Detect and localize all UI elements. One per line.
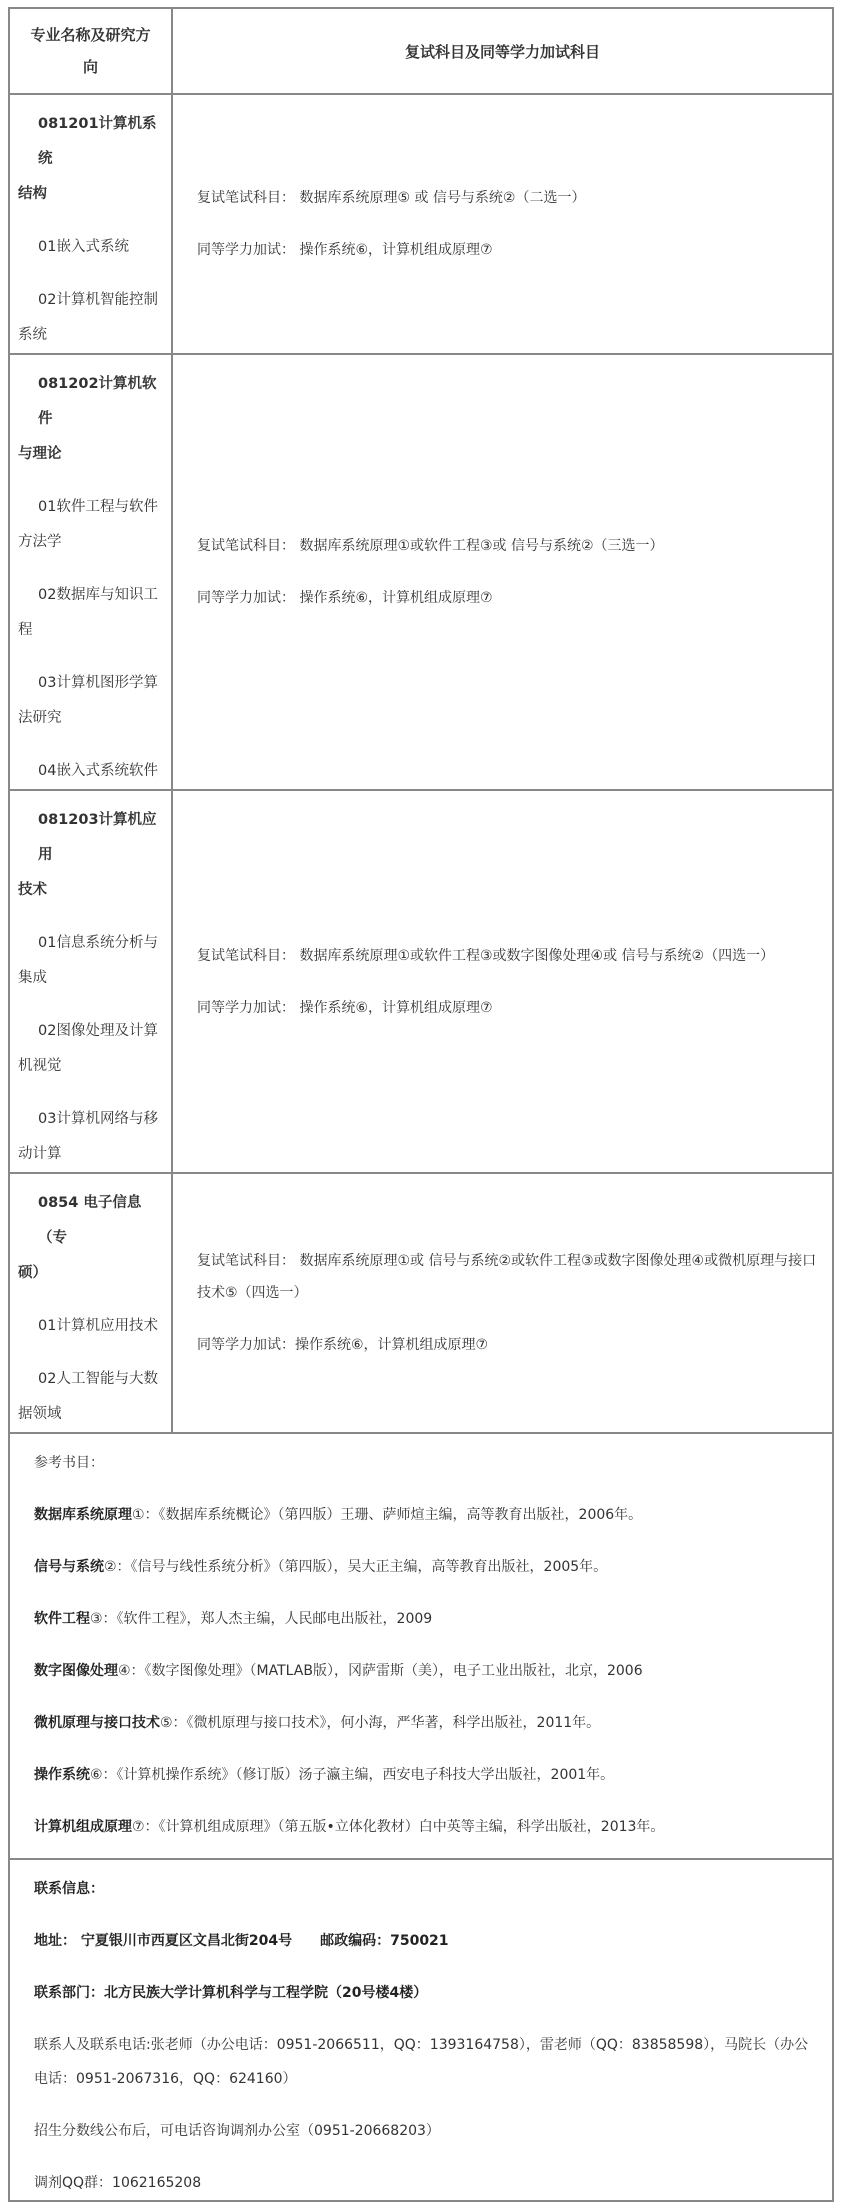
extra-subjects: 同等学力加试： 操作系统⑥，计算机组成原理⑦ [197, 242, 493, 258]
direction-item: 02人工智能与大数 据领域 [18, 1371, 158, 1422]
contact-address: 地址： 宁夏银川市西夏区文昌北街204号 邮政编码：750021 [34, 1933, 449, 1949]
major-cell [9, 94, 172, 354]
major-name: 0854 电子信息（专 [38, 1195, 142, 1246]
major-name: 081202计算机软件 [38, 376, 157, 427]
major-name-cont: 硕） [18, 1265, 47, 1281]
references-title: 参考书目： [34, 1455, 104, 1471]
reference-item: 微机原理与接口技术⑤：《微机原理与接口技术》，何小海，严华著，科学出版社，2011年。 [34, 1715, 601, 1731]
major-cell [9, 354, 172, 790]
reference-item: 数据库系统原理①：《数据库系统概论》（第四版）王珊、萨师煊主编，高等教育出版社，2006年。 [34, 1507, 643, 1523]
exam-cell [172, 1173, 833, 1433]
contact-title: 联系信息： [34, 1881, 104, 1897]
admission-table [8, 7, 834, 2202]
reference-item: 信号与系统②：《信号与线性系统分析》（第四版），吴大正主编，高等教育出版社，2005年。 [34, 1559, 608, 1575]
table-row [9, 790, 833, 1173]
exam-subjects: 复试笔试科目： 数据库系统原理①或软件工程③或数字图像处理④或 信号与系统②（四选一） [197, 947, 775, 964]
contact-qq-group: 调剂QQ群：1062165208 [34, 2175, 202, 2191]
reference-item: 操作系统⑥：《计算机操作系统》（修订版）汤子瀛主编，西安电子科技大学出版社，2001年。 [34, 1767, 615, 1783]
header-major-cell: 专业名称及研究方向 [9, 8, 172, 94]
extra-subjects: 同等学力加试： 操作系统⑥，计算机组成原理⑦ [197, 999, 493, 1016]
major-cell [9, 790, 172, 1173]
contact-cell [9, 1859, 833, 2201]
exam-subjects: 复试笔试科目： 数据库系统原理⑤ 或 信号与系统②（二选一） [197, 190, 586, 206]
direction-item: 01计算机应用技术 [38, 1318, 158, 1334]
reference-item: 软件工程③：《软件工程》，郑人杰主编，人民邮电出版社，2009 [34, 1611, 433, 1627]
contact-people: 联系人及联系电话:张老师（办公电话：0951-2066511，QQ：1393164758），雷老师（QQ：83858598），马院长（办公电话：0951-2067316，QQ：624160） [34, 2037, 809, 2087]
direction-item: 01软件工程与软件 方法学 [18, 499, 158, 550]
exam-subjects: 复试笔试科目： 数据库系统原理①或 信号与系统②或软件工程③或数字图像处理④或微机原理与接口技术⑤（四选一） [197, 1253, 817, 1301]
header-exam-cell: 复试科目及同等学力加试科目 [172, 8, 833, 94]
direction-item: 03计算机图形学算 法研究 [18, 675, 158, 726]
major-name-cont: 技术 [18, 882, 47, 898]
major-name-cont: 结构 [18, 186, 47, 202]
direction-item: 04嵌入式系统软件 [38, 763, 158, 779]
direction-item: 03计算机网络与移 动计算 [18, 1111, 158, 1162]
table-row [9, 354, 833, 790]
major-name-cont: 与理论 [18, 446, 62, 462]
direction-item: 02数据库与知识工 程 [18, 587, 158, 638]
references-cell [9, 1433, 833, 1859]
exam-cell [172, 790, 833, 1173]
table-row [9, 1173, 833, 1433]
direction-item: 02图像处理及计算 机视觉 [18, 1023, 158, 1074]
direction-item: 02计算机智能控制 系统 [18, 292, 158, 343]
extra-subjects: 同等学力加试：操作系统⑥，计算机组成原理⑦ [197, 1337, 489, 1353]
exam-cell [172, 354, 833, 790]
extra-subjects: 同等学力加试： 操作系统⑥，计算机组成原理⑦ [197, 590, 493, 606]
contact-row [9, 1859, 833, 2201]
reference-item: 数字图像处理④：《数字图像处理》（MATLAB版），冈萨雷斯（美），电子工业出版社，北京，2006 [34, 1663, 643, 1679]
contact-department: 联系部门：北方民族大学计算机科学与工程学院（20号楼4楼） [34, 1985, 428, 2001]
major-cell [9, 1173, 172, 1433]
references-row [9, 1433, 833, 1859]
reference-item: 计算机组成原理⑦：《计算机组成原理》（第五版•立体化教材）白中英等主编，科学出版社，2013年。 [34, 1819, 665, 1835]
direction-item: 01嵌入式系统 [38, 239, 129, 255]
direction-item: 01信息系统分析与 集成 [18, 935, 158, 986]
major-name: 081201计算机系统 [38, 116, 157, 167]
exam-cell [172, 94, 833, 354]
table-header-row [9, 8, 833, 94]
major-name: 081203计算机应用 [38, 812, 157, 863]
contact-notice: 招生分数线公布后，可电话咨询调剂办公室（0951-20668203） [34, 2123, 440, 2139]
exam-subjects: 复试笔试科目： 数据库系统原理①或软件工程③或 信号与系统②（三选一） [197, 538, 664, 554]
table-row [9, 94, 833, 354]
